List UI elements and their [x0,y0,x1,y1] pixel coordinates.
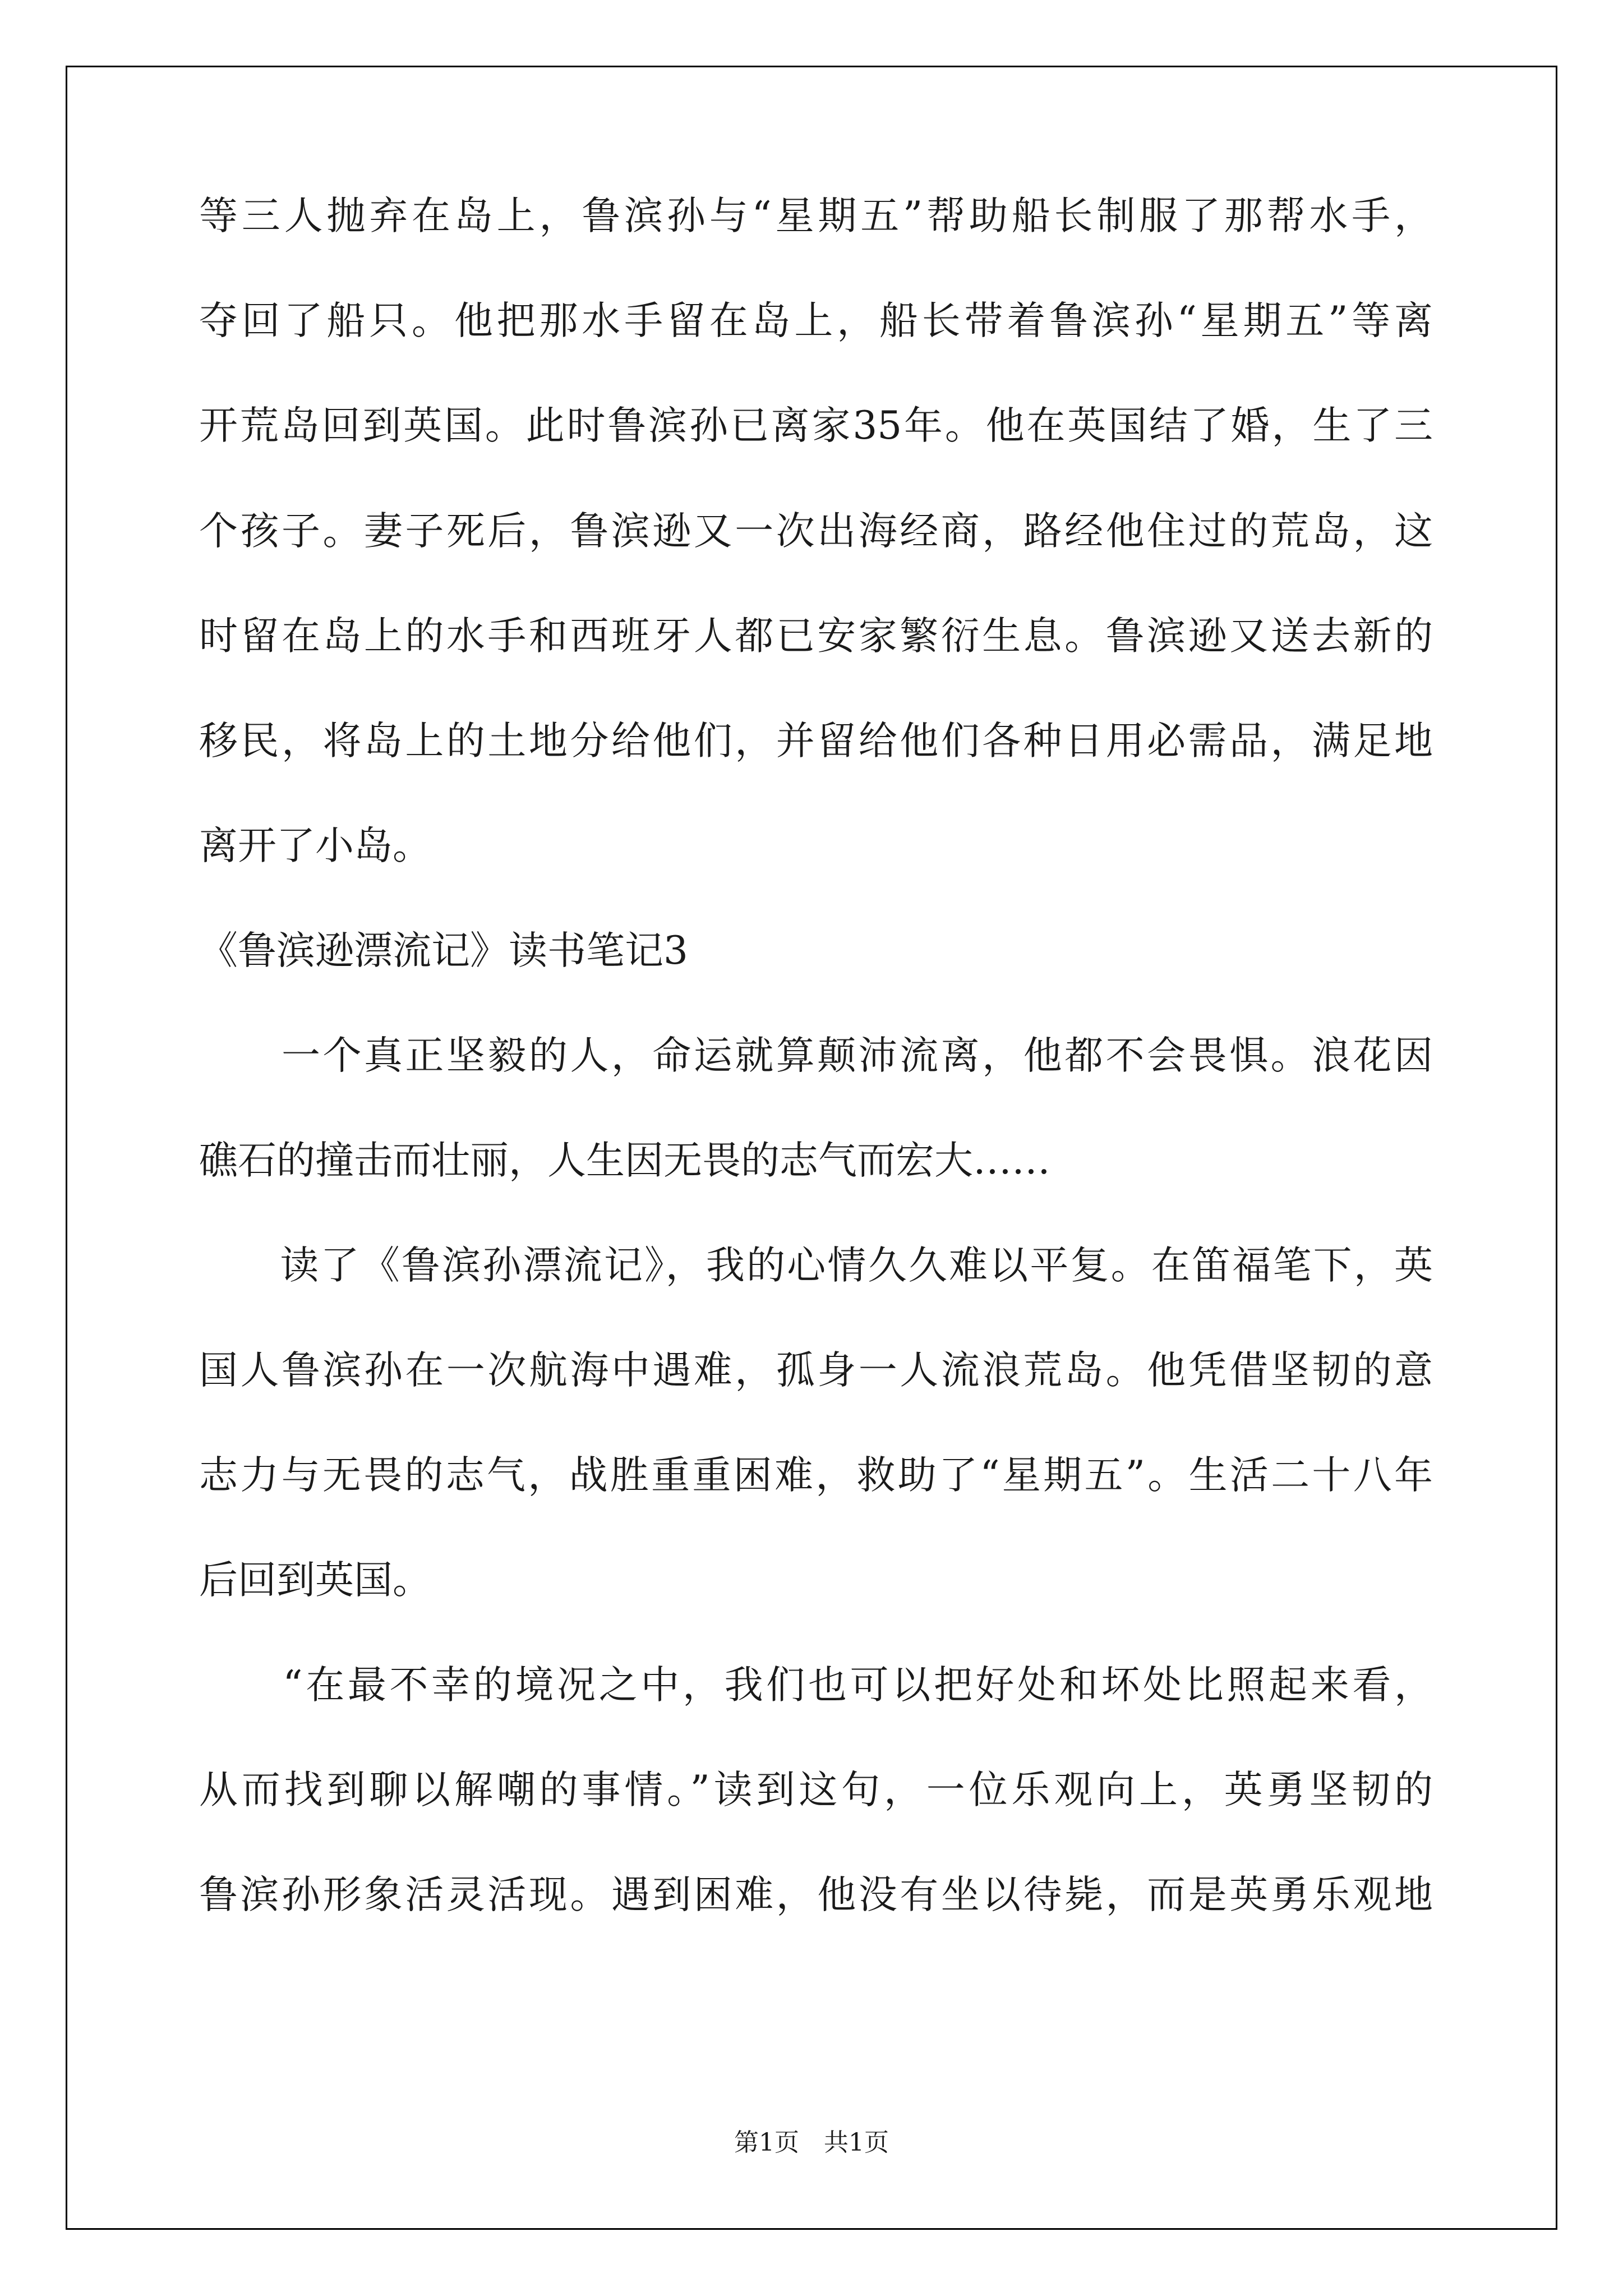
text-line: 鲁滨孙形象活灵活现。遇到困难，他没有坐以待毙，而是英勇乐观地 [199,1872,1433,1917]
text-line: 夺回了船只。他把那水手留在岛上，船长带着鲁滨孙“星期五”等离 [199,298,1433,343]
text-line: “在最不幸的境况之中，我们也可以把好处和坏处比照起来看， [199,1663,1433,1708]
text-line: 礁石的撞击而壮丽，人生因无畏的志气而宏大…… [199,1138,1050,1183]
text-line: 开荒岛回到英国。此时鲁滨孙已离家35年。他在英国结了婚，生了三 [199,403,1433,448]
text-line: 个孩子。妻子死后，鲁滨逊又一次出海经商，路经他住过的荒岛，这 [199,509,1433,554]
text-line: 移民，将岛上的土地分给他们，并留给他们各种日用必需品，满足地 [199,719,1433,763]
page-footer: 第1页 共1页 [734,2128,889,2157]
text-line: 读了《鲁滨孙漂流记》，我的心情久久难以平复。在笛福笔下，英 [199,1243,1433,1288]
text-line: 一个真正坚毅的人，命运就算颠沛流离，他都不会畏惧。浪花因 [199,1033,1433,1078]
text-line: 离开了小岛。 [199,823,431,868]
text-line: 国人鲁滨孙在一次航海中遇难，孤身一人流浪荒岛。他凭借坚韧的意 [199,1348,1433,1393]
text-line: 等三人抛弃在岛上，鲁滨孙与“星期五”帮助船长制服了那帮水手， [199,194,1433,238]
text-line: 后回到英国。 [199,1558,431,1603]
text-line: 志力与无畏的志气，战胜重重困难，救助了“星期五”。生活二十八年 [199,1453,1433,1498]
text-line: 从而找到聊以解嘲的事情。”读到这句，一位乐观向上，英勇坚韧的 [199,1768,1433,1812]
section-heading: 《鲁滨逊漂流记》读书笔记3 [199,928,688,973]
text-line: 时留在岛上的水手和西班牙人都已安家繁衍生息。鲁滨逊又送去新的 [199,614,1433,659]
